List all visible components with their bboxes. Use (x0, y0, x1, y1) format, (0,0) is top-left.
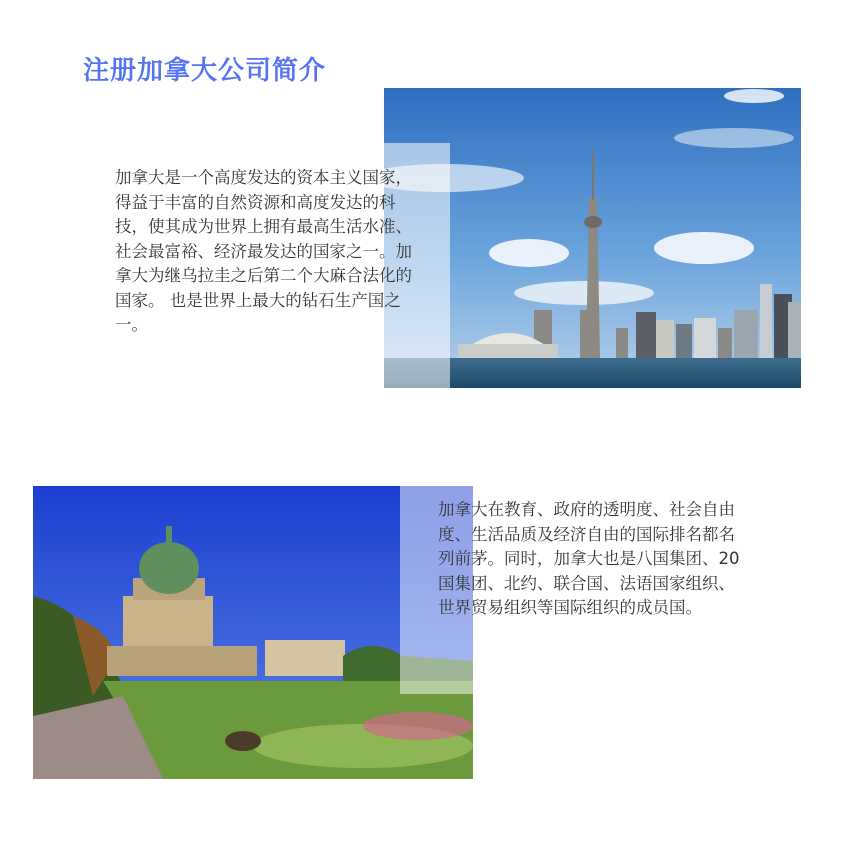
membership-paragraph: 加拿大在教育、政府的透明度、社会自由度、生活品质及经济自由的国际排名都名列前茅。同时，加拿大也是八国集团、20国集团、北约、联合国、法语国家组织、世界贸易组织等国际组织的成员国。 (438, 500, 740, 617)
intro-paragraph: 加拿大是一个高度发达的资本主义国家，得益于丰富的自然资源和高度发达的科技，使其成为世界上拥有最高生活水准、社会最富裕、经济最发达的国家之一。加拿大为继乌拉圭之后第二个大麻合法化的国家。 也是世界上最大的钻石生产国之一。 (115, 168, 412, 334)
page-title: 注册加拿大公司简介 (83, 56, 327, 86)
